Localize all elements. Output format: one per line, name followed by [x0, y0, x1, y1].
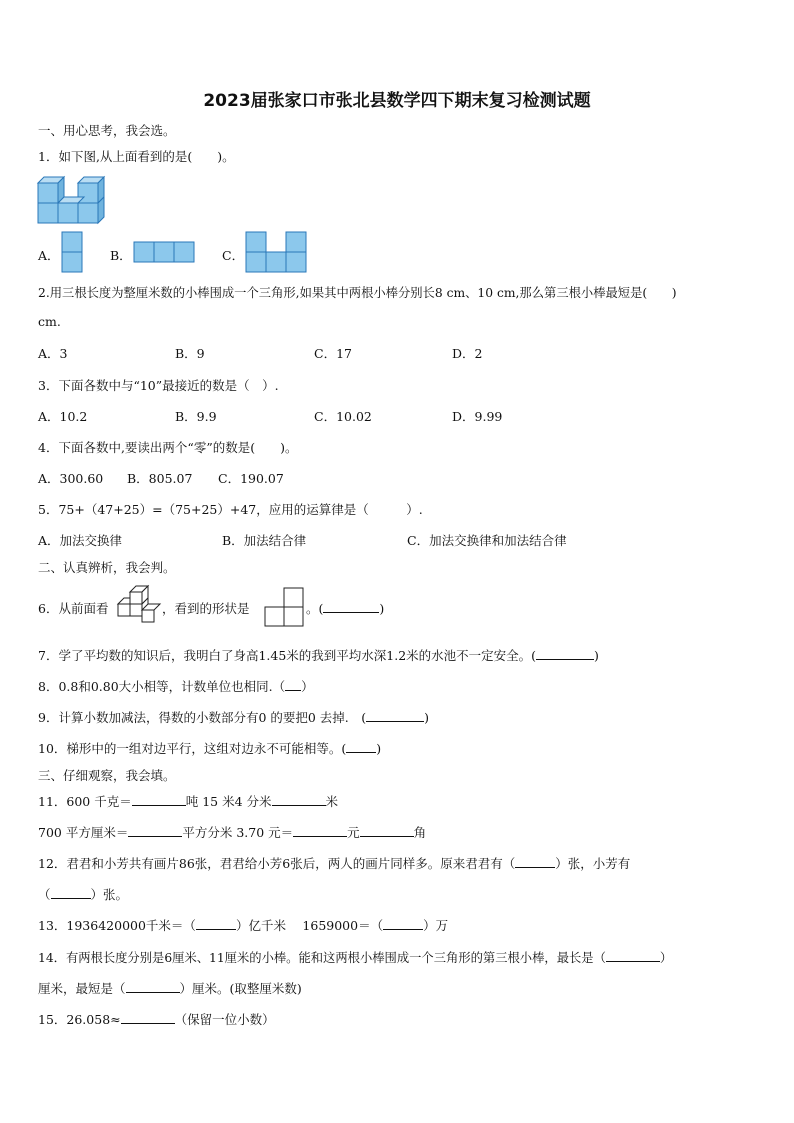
- question-3-option-b: B．9.9: [175, 409, 217, 424]
- question-11-blank-5[interactable]: [360, 824, 414, 837]
- question-13-blank-1[interactable]: [196, 917, 236, 930]
- question-14-blank-2[interactable]: [126, 980, 180, 993]
- option-c-shape: [246, 232, 308, 274]
- question-7-text: 7．学了平均数的知识后，我明白了身高1.45米的我到平均水深1.2米的水池不一定安全。(: [38, 648, 537, 663]
- question-11-blank-1[interactable]: [132, 793, 186, 806]
- question-12-text-3: （: [38, 887, 51, 902]
- question-9: [38, 708, 429, 726]
- question-14-line-1: [38, 948, 672, 966]
- section-heading-1: 一、用心思考，我会选。: [38, 123, 176, 138]
- question-11-blank-2[interactable]: [272, 793, 326, 806]
- question-11-text-7: 角: [413, 825, 427, 840]
- question-11-blank-4[interactable]: [293, 824, 347, 837]
- question-5-option-b: B．加法结合律: [222, 533, 307, 548]
- question-8-blank[interactable]: [285, 678, 301, 691]
- question-6-open-paren: 。(: [306, 601, 324, 616]
- question-5-option-c: C．加法交换律和加法结合律: [407, 533, 567, 548]
- question-1-option-a: A．: [38, 248, 60, 263]
- question-14-blank-1[interactable]: [606, 949, 660, 962]
- question-10-blank[interactable]: [346, 740, 376, 753]
- question-11-text-5: 平方分米 3.70 元＝: [182, 825, 294, 840]
- question-14-text-3: 厘米，最短是（: [38, 981, 126, 996]
- question-12-line-2: [38, 885, 128, 903]
- question-9-close: ): [424, 710, 430, 725]
- question-15-text-1: 15．26.058≈: [38, 1012, 121, 1027]
- question-1: 1．如下图,从上面看到的是( )。: [38, 149, 235, 164]
- question-5: 5．75+（47+25）=（75+25）+47，应用的运算律是（ ）.: [38, 502, 423, 517]
- question-12-text-2: ）张，小芳有: [555, 856, 631, 871]
- question-13: [38, 916, 448, 934]
- question-10-close: ): [376, 741, 382, 756]
- question-3: 3．下面各数中与“10”最接近的数是（ ）.: [38, 378, 279, 393]
- question-13-text-3: ）万: [423, 918, 449, 933]
- question-7: [38, 646, 599, 664]
- question-11-text-2: 吨 15 米4 分米: [185, 794, 272, 809]
- question-1-option-b: B．: [110, 248, 132, 263]
- question-14-text-2: ）: [659, 951, 673, 965]
- question-2-option-d: D．2: [452, 346, 483, 361]
- question-4: 4．下面各数中,要读出两个“零”的数是( )。: [38, 440, 298, 455]
- question-14-line-2: [38, 979, 302, 997]
- question-4-option-c: C．190.07: [218, 471, 284, 486]
- question-12-text-4: ）张。: [90, 887, 129, 902]
- question-15-text-2: （保留一位小数）: [174, 1012, 275, 1027]
- question-11-text-4: 700 平方厘米＝: [38, 825, 129, 840]
- question-6-cube-figure: [114, 586, 160, 626]
- question-11-line-2: [38, 823, 426, 841]
- question-11-blank-3[interactable]: [128, 824, 182, 837]
- question-11-text-1: 11．600 千克＝: [38, 794, 132, 809]
- question-11-text-6: 元: [347, 825, 360, 840]
- question-6-part-2: ，看到的形状是: [162, 601, 250, 616]
- option-a-shape: [62, 232, 84, 274]
- question-3-option-c: C．10.02: [314, 409, 372, 424]
- question-3-option-a: A．10.2: [38, 409, 88, 424]
- question-10-text: 10．梯形中的一组对边平行，这组对边永不可能相等。(: [38, 741, 347, 756]
- question-13-text-2: ）亿千米 1659000＝（: [235, 918, 384, 933]
- question-2-unit: cm.: [38, 314, 61, 329]
- question-7-close: ): [594, 648, 599, 663]
- question-2-option-b: B．9: [175, 346, 205, 361]
- question-14-text-4: ）厘米。(取整厘米数): [179, 981, 302, 996]
- question-3-option-d: D．9.99: [452, 409, 503, 424]
- question-12-text-1: 12．君君和小芳共有画片86张，君君给小芳6张后，两人的画片同样多。原来君君有（: [38, 856, 516, 871]
- option-b-shape: [134, 242, 196, 264]
- question-10: [38, 739, 381, 757]
- question-9-text: 9．计算小数加减法，得数的小数部分有0 的要把0 去掉. (: [38, 710, 367, 725]
- question-13-text-1: 13．1936420000千米＝（: [38, 918, 196, 933]
- question-2: 2.用三根长度为整厘米数的小棒围成一个三角形,如果其中两根小棒分别长8 cm、10 cm,那么第三根小棒最短是( ): [38, 286, 677, 300]
- section-heading-3: 三、仔细观察，我会填。: [38, 768, 176, 783]
- question-6-part-1: 6．从前面看: [38, 601, 109, 616]
- question-1-cube-figure: [38, 175, 108, 225]
- question-13-blank-2[interactable]: [383, 917, 423, 930]
- question-5-option-a: A．加法交换律: [38, 533, 123, 548]
- question-7-blank[interactable]: [536, 647, 594, 660]
- question-1-option-c: C．: [222, 248, 245, 263]
- question-8-close: ）: [301, 679, 314, 694]
- question-12-line-1: [38, 854, 630, 872]
- question-4-option-b: B．805.07: [127, 471, 193, 486]
- question-6-answer: [306, 599, 384, 617]
- question-6-blank[interactable]: [323, 600, 379, 613]
- question-8-text: 8．0.8和0.80大小相等，计数单位也相同.（: [38, 679, 286, 694]
- question-14-text-1: 14．有两根长度分别是6厘米、11厘米的小棒。能和这两根小棒围成一个三角形的第三根小棒，最长是（: [38, 951, 606, 965]
- question-9-blank[interactable]: [366, 709, 424, 722]
- question-11-text-3: 米: [325, 794, 339, 809]
- section-heading-2: 二、认真辨析，我会判。: [38, 560, 176, 575]
- question-2-option-c: C．17: [314, 346, 352, 361]
- question-15: [38, 1010, 275, 1028]
- question-15-blank[interactable]: [121, 1011, 175, 1024]
- question-2-option-a: A．3: [38, 346, 68, 361]
- question-4-option-a: A．300.60: [38, 471, 104, 486]
- page-title: 2023届张家口市张北县数学四下期末复习检测试题: [203, 91, 591, 111]
- question-12-blank-1[interactable]: [515, 855, 555, 868]
- question-8: [38, 677, 314, 695]
- question-6-close-paren: ): [379, 601, 385, 616]
- question-6-shape: [265, 588, 305, 628]
- question-12-blank-2[interactable]: [51, 886, 91, 899]
- question-11-line-1: [38, 792, 338, 810]
